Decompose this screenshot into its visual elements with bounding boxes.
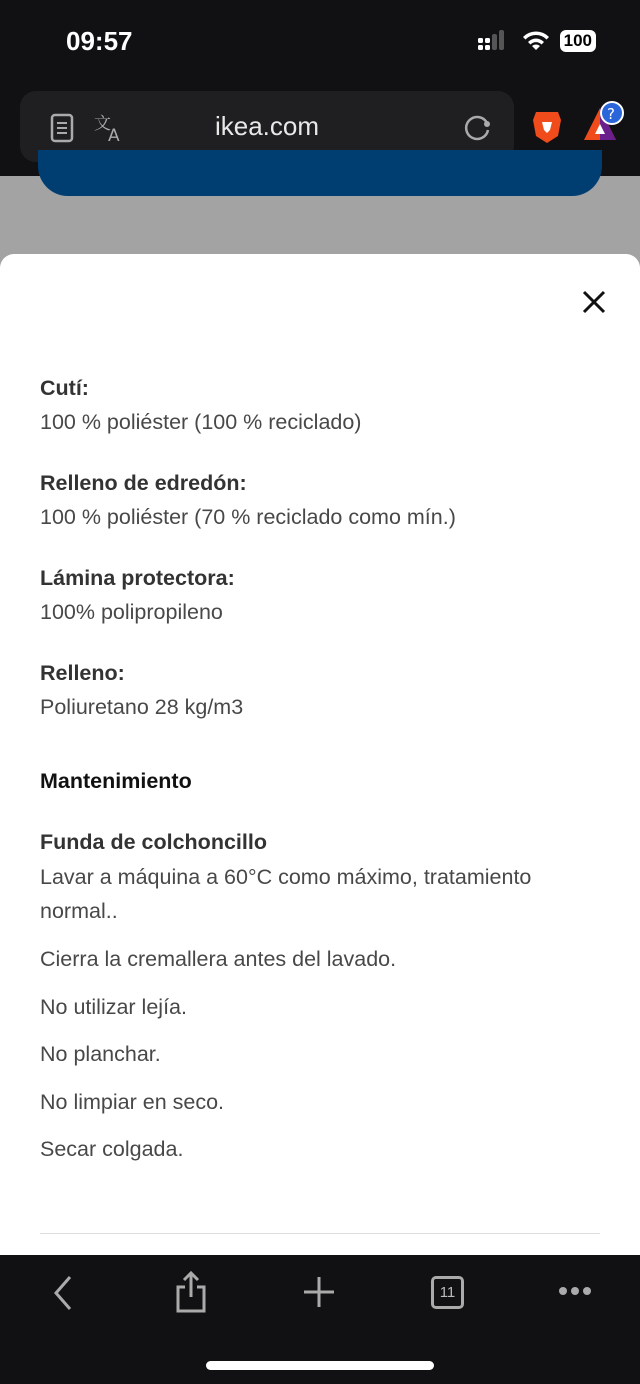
share-icon[interactable]	[174, 1271, 208, 1315]
status-icons	[478, 30, 596, 52]
care-instruction: No limpiar en seco.	[40, 1090, 225, 1114]
back-icon[interactable]	[50, 1273, 76, 1313]
more-options-icon[interactable]	[558, 1285, 592, 1297]
wifi-icon	[522, 30, 550, 52]
cellular-signal-icon	[478, 30, 512, 52]
svg-text:文: 文	[94, 114, 111, 134]
brave-rewards-icon[interactable]	[580, 100, 628, 144]
material-value: 100 % poliéster (70 % reciclado como mín.)	[40, 505, 456, 529]
svg-text:A: A	[108, 126, 120, 143]
care-instruction: No planchar.	[40, 1042, 161, 1066]
care-instruction: No utilizar lejía.	[40, 995, 187, 1019]
care-instruction: Lavar a máquina a 60°C como máximo, tratamiento	[40, 865, 532, 889]
care-instruction: Secar colgada.	[40, 1137, 184, 1161]
status-time: 09:57	[66, 26, 133, 56]
material-label: Cutí:	[40, 376, 89, 400]
care-heading: Mantenimiento	[40, 769, 192, 793]
divider	[40, 1233, 600, 1234]
svg-text:?: ?	[607, 105, 615, 123]
home-indicator[interactable]	[206, 1361, 434, 1370]
care-instruction: normal..	[40, 899, 118, 923]
material-value: Poliuretano 28 kg/m3	[40, 695, 244, 719]
reload-icon[interactable]	[464, 113, 492, 141]
material-value: 100% polipropileno	[40, 600, 223, 624]
brave-shield-icon[interactable]	[532, 108, 562, 144]
close-icon[interactable]	[580, 288, 608, 316]
material-label: Lámina protectora:	[40, 566, 235, 590]
tabs-button[interactable]: 11	[431, 1276, 464, 1309]
material-label: Relleno de edredón:	[40, 471, 247, 495]
page-banner	[38, 150, 602, 196]
battery-indicator: 100	[560, 30, 596, 52]
material-label: Relleno:	[40, 661, 125, 685]
care-subheading: Funda de colchoncillo	[40, 830, 267, 854]
material-value: 100 % poliéster (100 % reciclado)	[40, 410, 362, 434]
care-instruction: Cierra la cremallera antes del lavado.	[40, 947, 397, 971]
url-text[interactable]: ikea.com	[214, 111, 320, 141]
new-tab-icon[interactable]	[302, 1275, 336, 1309]
